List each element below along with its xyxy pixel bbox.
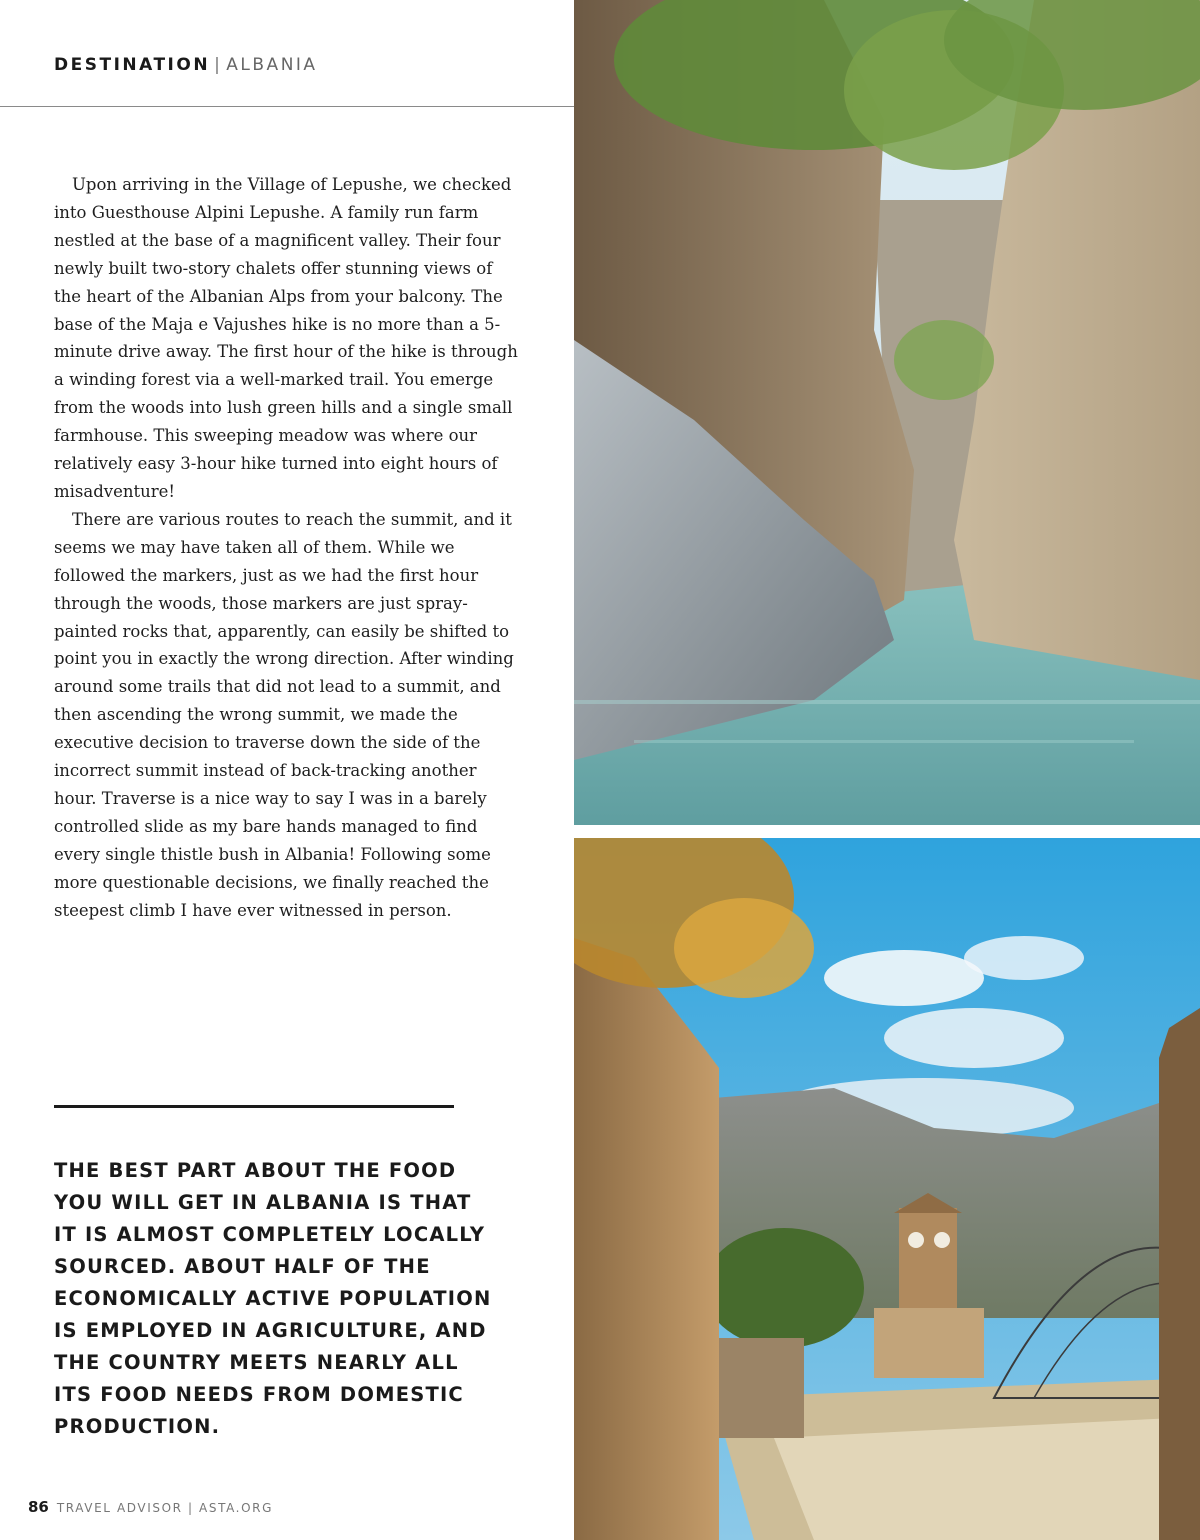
page-number: 86 (28, 1498, 49, 1516)
pull-quote: THE BEST PART ABOUT THE FOOD YOU WILL GET IN ALBANIA IS THAT IT IS ALMOST COMPLETELY LOCALLY SOURCED. ABOUT HALF OF THE ECONOMICALLY ACTIVE POPULATION IS EMPLOYED IN AGRICULTURE, AND THE COUNTRY MEETS NEARLY ALL ITS FOOD NEEDS FROM DOMESTIC PRODUCTION. (54, 1159, 492, 1438)
canyon-illustration (574, 0, 1200, 825)
section-header (54, 53, 574, 77)
page-footer (28, 1497, 528, 1518)
canyon-river-photo (574, 0, 1200, 825)
body-paragraph-2: There are various routes to reach the summit, and it seems we may have taken all of them. While we followed the markers, just as we had the first hour through the woods, those markers are just spray-painted rocks that, apparently, can easily be shifted to point you in exactly the wrong direction. After winding around some trails that did not lead to a summit, and then ascending the wrong summit, we made the executive decision to traverse down the side of the incorrect summit instead of back-tracking another hour. Traverse is a nice way to say I was in a barely controlled slide as my bare hands managed to find every single thistle bush in Albania! Following some more questionable decisions, we finally reached the steepest climb I have ever witnessed in person. (54, 509, 514, 920)
pull-quote-divider (54, 1105, 454, 1108)
header-divider (0, 106, 574, 107)
publication-name: TRAVEL ADVISOR | ASTA.ORG (56, 1501, 273, 1515)
clock-tower-castle-photo (574, 838, 1200, 1540)
header-separator: | (214, 55, 223, 75)
article-body (54, 171, 524, 924)
body-paragraph-1: Upon arriving in the Village of Lepushe, we checked into Guesthouse Alpini Lepushe. A family run farm nestled at the base of a magnificent valley. Their four newly built two-story chalets offer stunning views of the heart of the Albanian Alps from your balcony. The base of the Maja e Vajushes hike is no more than a 5-minute drive away. The first hour of the hike is through a winding forest via a well-marked trail. You emerge from the woods into lush green hills and a single small farmhouse. This sweeping meadow was where our relatively easy 3-hour hike turned into eight hours of misadventure! (54, 175, 518, 501)
section-label: DESTINATION (54, 55, 211, 75)
destination-label: ALBANIA (226, 55, 318, 75)
castle-illustration (574, 838, 1200, 1540)
